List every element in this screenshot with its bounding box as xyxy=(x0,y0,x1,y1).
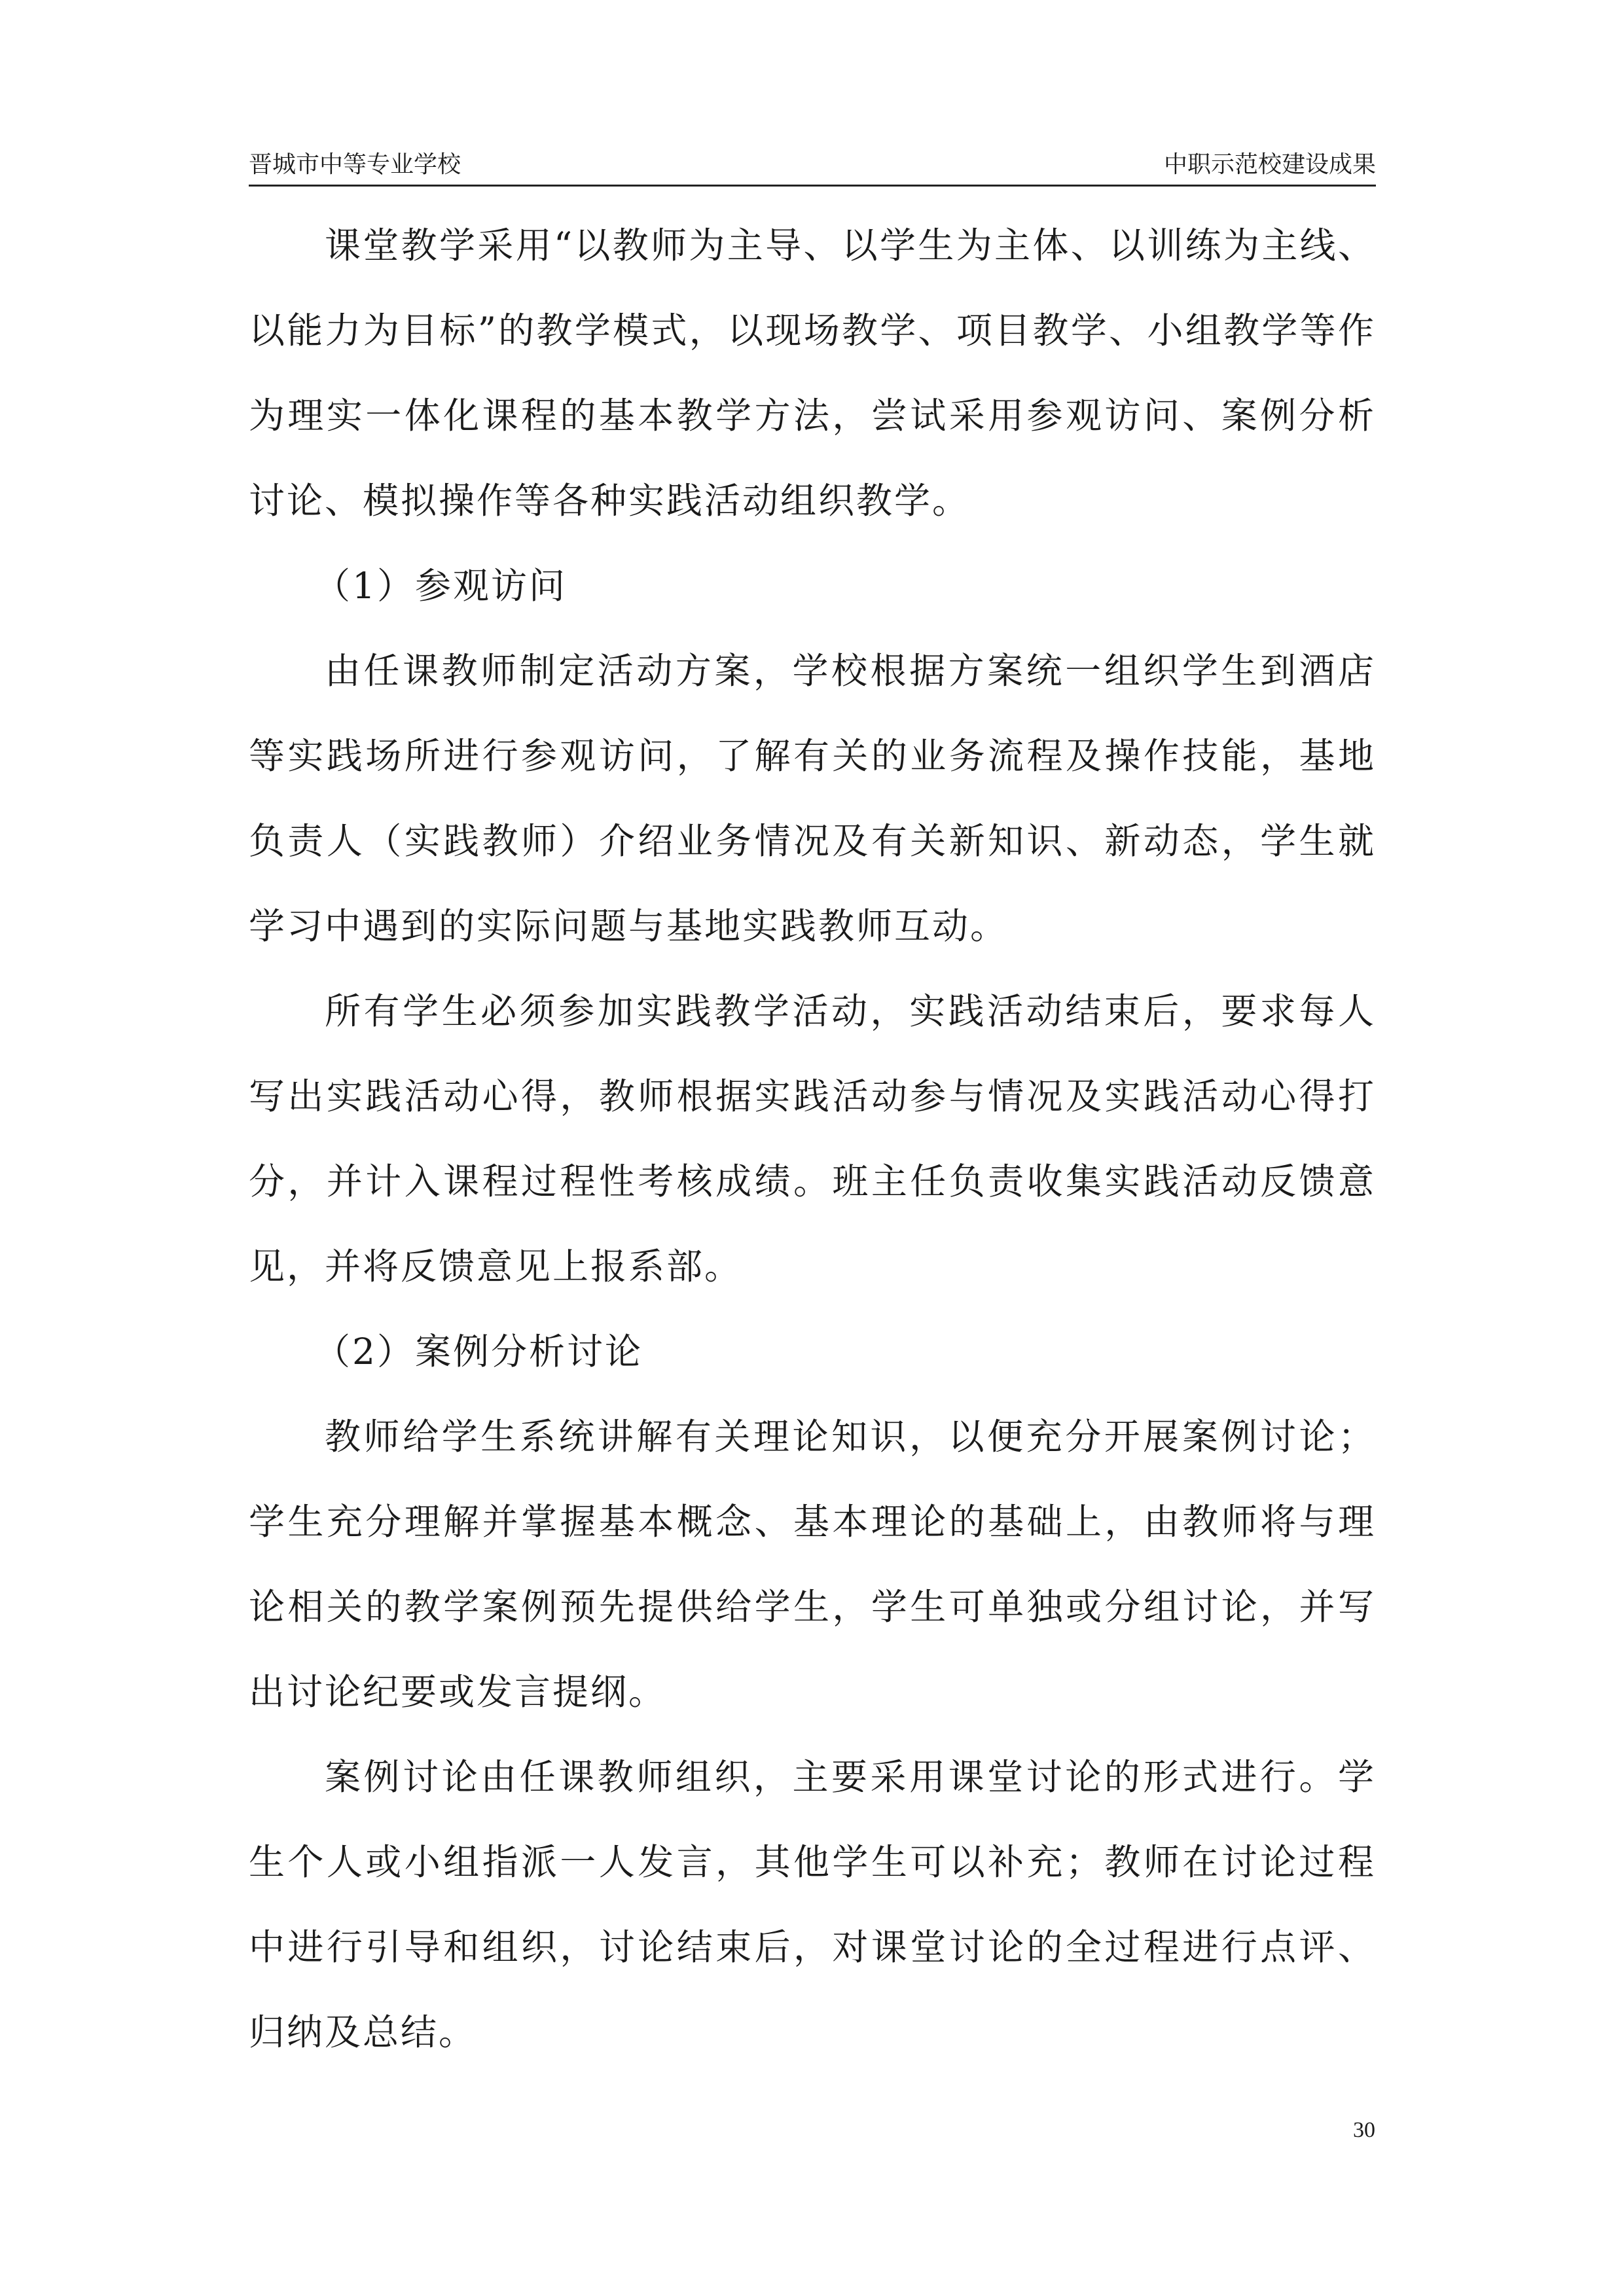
section-heading-case-discussion: （2）案例分析讨论 xyxy=(314,1331,643,1372)
document-body xyxy=(249,203,1376,2075)
paragraph-visit-plan: 由任课教师制定活动方案，学校根据方案统一组织学生到酒店等实践场所进行参观访问，了解有关的业务流程及操作技能，基地负责人（实践教师）介绍业务情况及有关新知识、新动态，学生就学习中遇到的实际问题与基地实践教师互动。 xyxy=(249,650,1376,947)
paragraph-teaching-mode: 课堂教学采用“以教师为主导、以学生为主体、以训练为主线、以能力为目标”的教学模式，以现场教学、项目教学、小组教学等作为理实一体化课程的基本教学方法，尝试采用参观访问、案例分析讨论、模拟操作等各种实践活动组织教学。 xyxy=(249,224,1376,522)
paragraph-visit-assessment: 所有学生必须参加实践教学活动，实践活动结束后，要求每人写出实践活动心得，教师根据实践活动参与情况及实践活动心得打分，并计入课程过程性考核成绩。班主任负责收集实践活动反馈意见，并将反馈意见上报系部。 xyxy=(249,990,1376,1287)
header-document-title: 中职示范校建设成果 xyxy=(1163,151,1376,178)
section-heading-visit: （1）参观访问 xyxy=(314,565,567,607)
page-number: 30 xyxy=(1353,2118,1375,2142)
paragraph-case-organization: 案例讨论由任课教师组织，主要采用课堂讨论的形式进行。学生个人或小组指派一人发言，其他学生可以补充；教师在讨论过程中进行引导和组织，讨论结束后，对课堂讨论的全过程进行点评、归纳及总结。 xyxy=(249,1756,1376,2053)
page-header xyxy=(249,145,1376,187)
header-school-name: 晋城市中等专业学校 xyxy=(249,151,461,178)
paragraph-case-preparation: 教师给学生系统讲解有关理论知识，以便充分开展案例讨论；学生充分理解并掌握基本概念、基本理论的基础上，由教师将与理论相关的教学案例预先提供给学生，学生可单独或分组讨论，并写出讨论纪要或发言提纲。 xyxy=(249,1416,1376,1713)
